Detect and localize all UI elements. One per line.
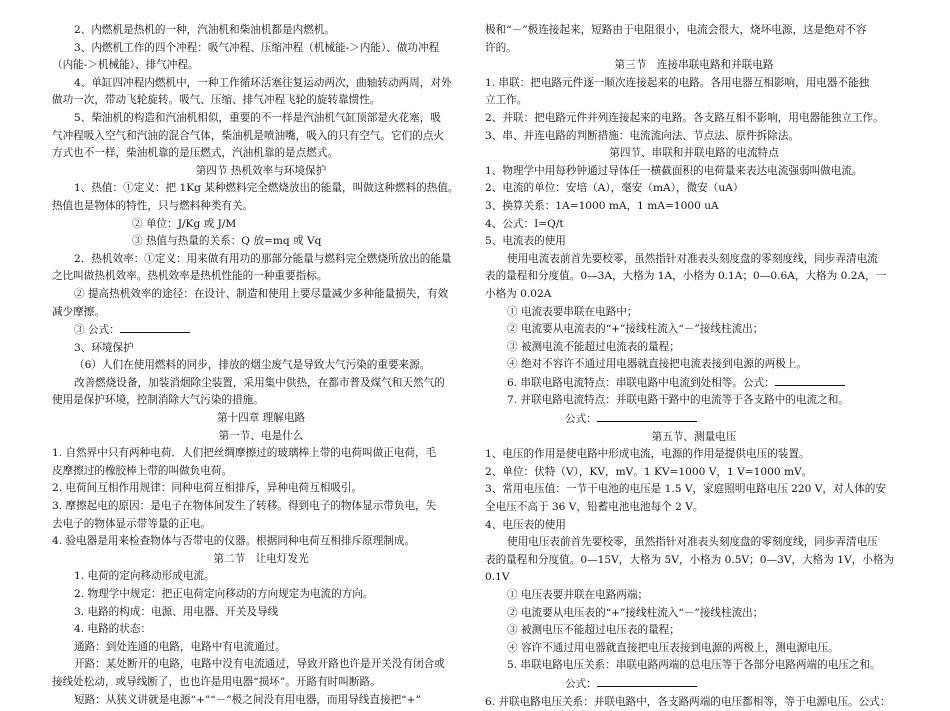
left-text-line: （6）人们在使用燃料的同步，排放的烟尘废气是导致大气污染的重要来源。 [74, 359, 431, 372]
left-text-line: 接线处松动，或导线断了，也也许是用电器“损坏”。开路有时叫断路。 [52, 675, 381, 688]
left-text-line: 4. 电路的状态： [74, 623, 152, 636]
right-text-line: 1、电压的作用是使电路中形成电流，电源的作用是提供电压的装置。 [485, 448, 810, 461]
fill-in-blank [120, 321, 190, 333]
right-text-line: ② 电流要从电流表的“+”接线柱流入“－”接线柱流出； [507, 323, 764, 336]
right-text-line: ④ 容许不通过用电器就直接把电压表接到电源的两极上，测电源电压。 [507, 641, 839, 654]
left-text-line: 改善燃烧设备，加装消烟除尘装置，采用集中供热，在都市普及煤气和天然气的 [74, 376, 445, 389]
left-text-line: 去电子的物体显示带等量的正电。 [52, 517, 211, 530]
right-text-line: 5. 串联电路电压关系：串联电路两端的总电压等于各部分电路两端的电压之和。 [507, 659, 881, 672]
right-text-line: 2、并联：把电路元件并列连接起来的电路。各支路互相不影响，用电器能独立工作。 [485, 111, 884, 124]
right-text-line: 许的。 [485, 41, 517, 54]
right-text-line: 3、串、并连电路的判断措施：电流流向法、节点法、原件拆除法。 [485, 129, 799, 142]
right-text-line: 表的量程和分度值。0—3A，大格为 1A，小格为 0.1A；0—0.6A，大格为 0.2A，一 [485, 270, 887, 283]
right-text-line: 7. 并联电路电流特点：并联电路干路中的电流等于各支路中的电流之和。 [507, 394, 849, 407]
left-text-line: ③ 热值与热量的关系：Q 放=mq 或 Vq [132, 235, 322, 248]
left-text-line: 第二节 让电灯发光 [213, 552, 309, 565]
left-text-line: 气冲程吸入空气和汽油的混合气体，柴油机是喷油嘴，吸入的只有空气。它们的点火 [52, 129, 444, 142]
left-text-line: 2. 物理学中规定：把正电荷定向移动的方向规定为电流的方向。 [74, 588, 374, 600]
left-text-line: 3. 摩擦起电的原因：是电子在物体间发生了转移。得到电子的物体显示带负电，失 [52, 500, 437, 513]
left-text-line: 2. 电荷间互相作用规律：同种电荷互相排斥，异种电荷互相吸引。 [52, 482, 363, 495]
left-text-line: 第四节 热机效率与环境保护 [195, 164, 327, 177]
left-text-line: 3. 电路的构成：电源、用电器、开关及导线 [74, 605, 279, 618]
left-text-line: 做功一次，带动飞轮旋转。吸气、压缩、排气冲程飞轮的旋转靠惯性。 [52, 94, 381, 107]
right-text-line: ① 电压表要并联在电路两端； [507, 589, 649, 601]
right-column [485, 22, 903, 711]
left-text-line: 第一节、电是什么 [218, 429, 304, 442]
right-text-line: 4、电压表的使用 [485, 518, 566, 531]
fill-in-blank [775, 374, 845, 386]
right-text-line: 5、电流表的使用 [485, 235, 566, 248]
left-text-line: 热值也是物体的特性，只与燃料种类有关。 [52, 199, 254, 212]
right-text-line: 第四节、串联和并联电路的电流特点 [609, 147, 779, 160]
right-text-line: 全电压不高于 36 V，铅蓄电池电池每个 2 V。 [485, 501, 704, 514]
right-text-line: 2、单位：伏特（V），KV，mV。1 KV=1000 V，1 V=1000 mV。 [485, 465, 813, 478]
right-text-line: 表的量程和分度值。0—15V，大格为 5V，小格为 0.5V；0—3V，大格为 1V，小格为 [485, 553, 895, 566]
right-text-line: ③ 被测电压不能超过电压表的量程； [507, 624, 680, 637]
right-text-line: 3、换算关系：1A=1000 mA，1 mA=1000 uA [485, 199, 719, 212]
right-text-line: ④ 绝对不容许不通过用电器就直接把电流表接到电源的两极上。 [507, 358, 807, 371]
fill-in-blank [597, 410, 697, 422]
right-text-line: 第三节 连接串联电路和并联电路 [614, 59, 774, 72]
right-text-line: 使用电压表前首先要校零，虽然指针对准表头刻度盘的零刻度线，同步弄清电压 [507, 536, 878, 549]
right-text-line: 3、常用电压值：一节干电池的电压是 1.5 V，家庭照明电路电压 220 V，对人体的安 [485, 483, 886, 496]
right-text-line: 1. 串联：把电路元件逐一顺次连接起来的电路。各用电器互相影响，用电器不能独 [485, 76, 870, 89]
left-text-line: 3、内燃机工作的四个冲程：吸气冲程、压缩冲程（机械能-＞内能）、做功冲程 [74, 41, 440, 54]
left-text-line: 2．热机效率：①定义：用来做有用功的那部分能量与燃料完全燃烧所放出的能量 [74, 252, 452, 265]
left-text-line: 3、环境保护 [74, 341, 134, 354]
left-text-line: ③ 公式： [52, 321, 470, 340]
left-text-line: 第十四章 理解电路 [216, 412, 306, 425]
left-text-line: 通路：到处连通的电路，电路中有电流通过。 [74, 640, 286, 653]
right-text-line: 4、公式：I=Q/t [485, 217, 564, 230]
right-text-line: 小格为 0.02A [485, 287, 552, 300]
right-text-line: 2、电流的单位：安培（A），毫安（mA），微安（uA） [485, 182, 744, 195]
left-text-line: 短路：从狭义讲就是电源“+”“－”极之间没有用电器，而用导线直接把“+” [74, 693, 421, 706]
right-text-line: 公式： [485, 675, 903, 694]
right-text-line: 6. 串联电路电流特点：串联电路中电流到处相等。公式： [485, 374, 903, 393]
left-text-line: 2、内燃机是热机的一种，汽油机和柴油机都是内燃机。 [74, 24, 335, 36]
left-text-line: 皮摩擦过的橡胶棒上带的叫做负电荷。 [52, 464, 233, 477]
right-text-line: 6. 并联电路电压关系：并联电路中，各支路两端的电压都相等，等于电源电压。公式： [485, 695, 891, 708]
left-text-line: ② 提高热机效率的途径：在设计、制造和使用上要尽量减少多种能量损失，有效 [74, 287, 449, 300]
left-text-line: 4. 验电器是用来检查物体与否带电的仪器。根据同种电荷互相排斥原理制成。 [52, 535, 416, 548]
right-text-line: ③ 被测电流不能超过电流表的量程； [507, 340, 680, 353]
left-text-line: 使用是保护环境，控制消除大气污染的措施。 [52, 394, 264, 407]
right-text-line: 极和“－”极连接起来，短路由于电阻很小，电流会很大，烧坏电源，这是绝对不容 [485, 24, 867, 36]
right-text-line: 使用电流表前首先要校零，虽然指针对准表头刻度盘的零刻度线，同步弄清电流 [507, 252, 878, 265]
right-text-line: 第五节、测量电压 [651, 430, 737, 443]
left-text-line: 方式也不一样，柴油机靠的是压燃式，汽油机靠的是点燃式。 [52, 147, 339, 160]
right-text-line: 公式： [485, 410, 903, 429]
left-text-line: （内能-＞机械能）、排气冲程。 [52, 59, 199, 72]
left-text-line: 1、热值：①定义：把 1Kg 某种燃料完全燃烧放出的能量，叫做这种燃料的热值。 [74, 182, 459, 195]
right-text-line: 立工作。 [485, 94, 528, 107]
left-text-line: 开路：某处断开的电路，电路中没有电流通过，导致开路也许是开关没有闭合或 [74, 658, 445, 671]
left-text-line: 1. 电荷的定向移动形成电流。 [74, 570, 215, 583]
fill-in-blank [597, 675, 697, 687]
left-column [52, 22, 470, 709]
right-text-line: ② 电流要从电压表的“+”接线柱流入“－”接线柱流出； [507, 606, 764, 619]
left-text-line: 之比叫做热机效率。热机效率是热机性能的一种重要指标。 [52, 270, 328, 283]
left-text-line: 5、柴油机的构造和汽油机相似，重要的不一样是汽油机气缸顶部是火花塞，吸 [74, 111, 441, 124]
left-text-line: 减少摩擦。 [52, 305, 105, 318]
right-text-line: 0.1V [485, 571, 510, 584]
right-text-line: 1、物理学中用每秒钟通过导体任一横截面积的电荷量来表达电流强弱叫做电流。 [485, 164, 863, 177]
left-text-line: 4、单缸四冲程内燃机中，一种工作循环活塞往复运动两次，曲轴转动两周，对外 [74, 76, 452, 89]
left-text-line: 1. 自然界中只有两种电荷．人们把丝绸摩擦过的玻璃棒上带的电荷叫做正电荷，毛 [52, 447, 437, 460]
left-text-line: ② 单位：J/Kg 或 J/M [132, 217, 237, 230]
right-text-line: ① 电流表要串联在电路中； [507, 305, 638, 318]
